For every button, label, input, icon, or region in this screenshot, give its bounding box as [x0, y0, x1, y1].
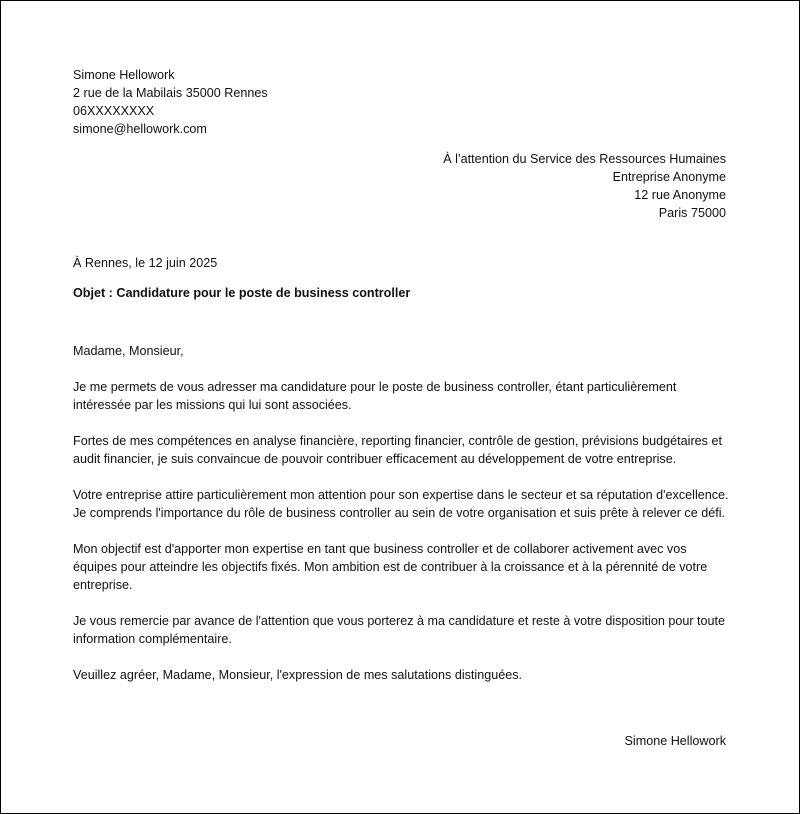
- body-paragraph: Mon objectif est d'apporter mon expertise en tant que business controller et de collaborer activement avec vos équipes pour atteindre les objectifs fixés. Mon ambition est de contribuer à la croissance et à la pérennité de votre entreprise.: [73, 542, 708, 592]
- recipient-attention: À l’attention du Service des Ressources Humaines: [443, 152, 726, 166]
- recipient-city: Paris 75000: [658, 206, 726, 220]
- recipient-street: 12 rue Anonyme: [634, 188, 726, 202]
- closing-paragraph: Veuillez agréer, Madame, Monsieur, l'expression de mes salutations distinguées.: [73, 668, 523, 682]
- body-paragraph: Je me permets de vous adresser ma candidature pour le poste de business controller, étant particulièrement intéressée par les missions qui lui sont associées.: [73, 380, 677, 412]
- salutation: Madame, Monsieur,: [73, 344, 184, 358]
- date-line: À Rennes, le 12 juin 2025: [73, 256, 218, 270]
- body-paragraph: Fortes de mes compétences en analyse financière, reporting financier, contrôle de gestion, prévisions budgétaires et audit financier, je suis convaincue de pouvoir contribuer efficacement au développement de votre entreprise.: [73, 434, 722, 466]
- sender-email: simone@hellowork.com: [73, 122, 207, 136]
- letter-body: [73, 342, 729, 702]
- subject-line: Objet : Candidature pour le poste de business controller: [73, 286, 411, 300]
- signature: Simone Hellowork: [624, 734, 726, 748]
- sender-phone: 06XXXXXXXX: [73, 104, 155, 118]
- sender-block: [73, 66, 268, 138]
- sender-name: Simone Hellowork: [73, 68, 175, 82]
- body-paragraph: Votre entreprise attire particulièrement mon attention pour son expertise dans le secteur et sa réputation d'excellence. Je comprends l'importance du rôle de business controller au sein de votre organisation et suis prête à relever ce défi.: [73, 488, 729, 520]
- recipient-company: Entreprise Anonyme: [612, 170, 726, 184]
- sender-address: 2 rue de la Mabilais 35000 Rennes: [73, 86, 268, 100]
- recipient-block: [443, 150, 726, 222]
- body-paragraph: Je vous remercie par avance de l'attention que vous porterez à ma candidature et reste à votre disposition pour toute information complémentaire.: [73, 614, 726, 646]
